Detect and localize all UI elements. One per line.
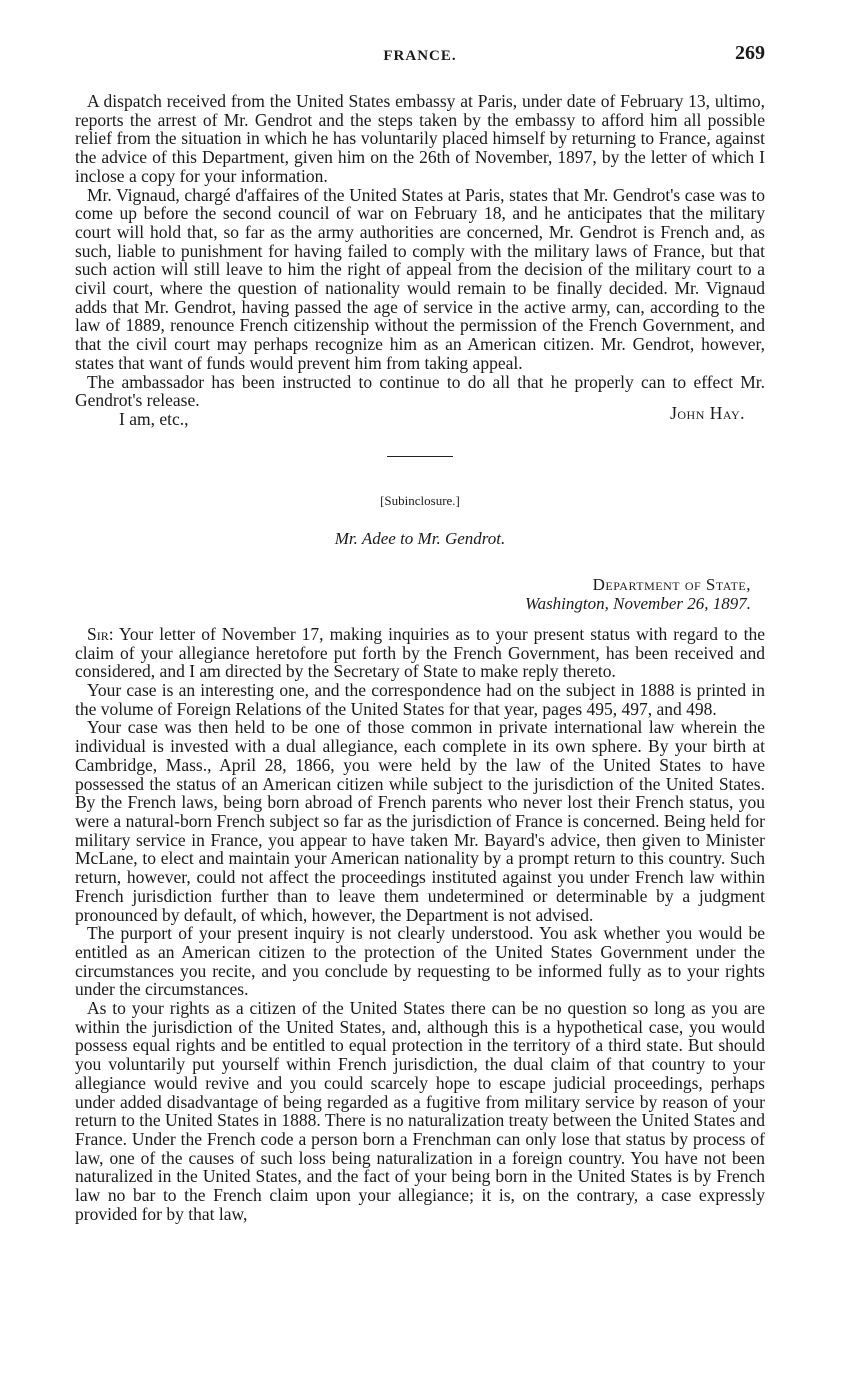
dateline-place: Washington, November 26, 1897. (524, 593, 751, 613)
letter-paragraph-4: The purport of your present inquiry is not clearly understood. You ask whether you would be entitled as an American citizen to the protection of the United States Government under the circumstances you recite, and you conclude by requesting to be informed fully as to your rights under the circumstances. (75, 923, 765, 1000)
letter-paragraph-3: Your case was then held to be one of those common in private international law wherein the individual is invested with a dual allegiance, each complete in its own sphere. By your birth at Cambridge, Mass., April 28, 1866, you were held by the law of the United States to have possessed the status of an American citizen while subject to the jurisdiction of the United States. By the French laws, being born abroad of French parents who never lost their French status, you were a natural-born French subject so far as the jurisdiction of France is concerned. Being held for military service in France, you appear to have taken Mr. Bayard's advice, then given to Minister McLane, to elect and maintain your American nationality by a prompt return to this country. Such return, however, could not affect the proceedings instituted against you under French law within French jurisdiction further than to leave them undetermined or determinable by a judgment pronounced by default, of which, however, the Department is not advised. (75, 717, 765, 925)
letter-title: Mr. Adee to Mr. Gendrot. (334, 528, 506, 548)
dispatch-body (75, 92, 765, 410)
running-title: FRANCE. (383, 48, 457, 64)
letter-paragraph-2: Your case is an interesting one, and the correspondence had on the subject in 1888 is printed in the volume of Foreign Relations of the United States for that year, pages 495, 497, and 498. (75, 680, 765, 719)
signer-name: John Hay. (670, 402, 745, 423)
dateline-department: Department of State, (592, 574, 751, 594)
section-divider (387, 456, 453, 457)
document-page (75, 40, 765, 1223)
letter-paragraph-1-text: Your letter of November 17, making inquiries as to your present status with regard to the claim of your allegiance heretofore put forth by the French Government, has been received and considered, and I am directed by the Secretary of State to make reply thereto. (75, 623, 765, 682)
page-number: 269 (735, 42, 765, 64)
salutation: Sir: (87, 623, 114, 644)
dispatch-paragraph-2: Mr. Vignaud, chargé d'affaires of the United States at Paris, states that Mr. Gendrot's case was to come up before the second council of war on February 18, and he anticipates that the military court will hold that, so far as the army authorities are concerned, Mr. Gendrot is French and, as such, liable to punishment for having failed to comply with the military laws of France, but that such action will still leave to him the right of appeal from the decision of the military court to a civil court, where the question of nationality would remain to be finally decided. Mr. Vignaud adds that Mr. Gendrot, having passed the age of service in the active army, can, according to the law of 1889, renounce French citizenship without the permission of the French Government, and that the civil court may perhaps recognize him as an American citizen. Mr. Gendrot, however, states that want of funds would prevent him from taking appeal. (75, 184, 765, 373)
closing-phrase: I am, etc., (119, 408, 189, 429)
dateline (75, 575, 765, 613)
signature-block (75, 402, 765, 432)
dispatch-paragraph-1: A dispatch received from the United States embassy at Paris, under date of February 13, ultimo, reports the arrest of Mr. Gendrot and the steps taken by the embassy to afford him all possible relief from the situation in which he has voluntarily placed himself by returning to France, against the advice of this Department, given him on the 26th of November, 1897, by the letter of which I inclose a copy for your information. (75, 91, 765, 186)
letter-paragraph-5: As to your rights as a citizen of the United States there can be no question so long as you are within the jurisdiction of the United States, and, although this is a hypothetical case, you would possess equal rights and be entitled to equal protection in the territory of a third state. But should you voluntarily put yourself within French jurisdiction, the dual claim of that country to your allegiance would revive and you could scarcely hope to escape judicial proceedings, perhaps under added disadvantage of being regarded as a fugitive from military service by reason of your return to the United States in 1888. There is no naturalization treaty between the United States and France. Under the French code a person born a Frenchman can only lose that status by process of law, one of the causes of such loss being naturalization in a foreign country. You have not been naturalized in the United States, and the fact of your being born in the United States is by French law no bar to the French claim upon your allegiance; it is, on the contrary, a case expressly provided for by that law, (75, 998, 765, 1224)
running-header (75, 40, 765, 70)
dispatch-paragraph-3: The ambassador has been instructed to continue to do all that he properly can to effect Mr. Gendrot's release. (75, 371, 765, 411)
subinclosure-label: [Subinclosure.] (380, 492, 460, 508)
letter-paragraph-1 (75, 625, 765, 681)
letter-body (75, 625, 765, 1224)
